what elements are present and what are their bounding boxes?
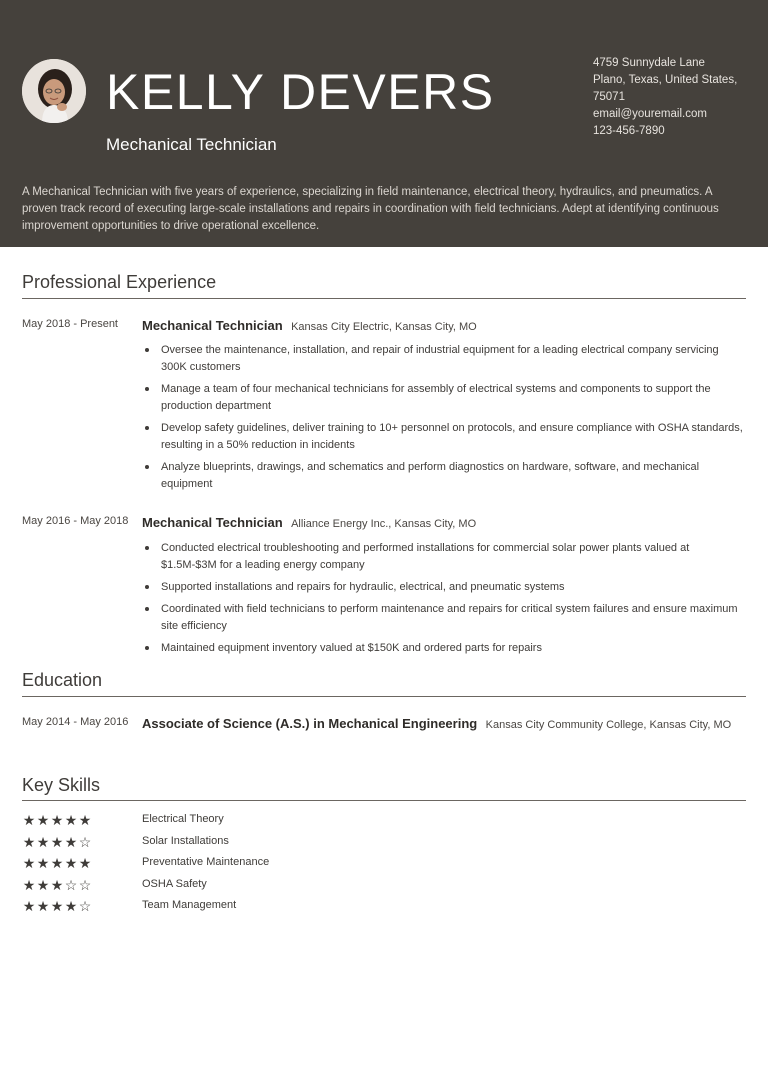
job-heading [142, 317, 477, 335]
skill-name: Preventative Maintenance [142, 856, 270, 868]
address-line: 4759 Sunnydale Lane [593, 57, 705, 69]
phone-number: 123-456-7890 [593, 125, 665, 137]
star-rating [22, 898, 92, 914]
star-filled-icon: ★ [36, 834, 50, 850]
list-item: Oversee the maintenance, installation, and repair of industrial equipment for a leading electrical company servicing 300K customers [161, 342, 746, 376]
list-item: Coordinated with field technicians to perform maintenance and repairs for critical system failures and ensure maximum site efficiency [161, 601, 746, 635]
profile-photo [22, 59, 86, 123]
job-heading [142, 514, 476, 532]
job-role: Mechanical Technician [142, 318, 283, 333]
star-rating [22, 812, 92, 828]
list-item: Supported installations and repairs for hydraulic, electrical, and pneumatic systems [161, 579, 746, 596]
education-dates: May 2014 - May 2016 [22, 716, 129, 728]
school-name: Kansas City Community College, Kansas City, MO [485, 719, 732, 731]
job-role: Mechanical Technician [142, 515, 283, 530]
education-heading [142, 715, 731, 733]
star-filled-icon: ★ [22, 834, 36, 850]
job-company: Alliance Energy Inc., Kansas City, MO [291, 518, 477, 530]
star-filled-icon: ★ [22, 898, 36, 914]
degree-name: Associate of Science (A.S.) in Mechanical Engineering [142, 716, 478, 731]
star-filled-icon: ★ [36, 898, 50, 914]
job-company: Kansas City Electric, Kansas City, MO [291, 321, 477, 333]
section-divider [22, 800, 746, 801]
skill-row [22, 834, 422, 852]
list-item: Develop safety guidelines, deliver training to 10+ personnel on protocols, and ensure compliance with OSHA standards, resulting in a 50% reduction in incidents [161, 420, 746, 454]
job-dates: May 2018 - Present [22, 318, 118, 330]
section-divider [22, 696, 746, 697]
candidate-title: Mechanical Technician [106, 135, 277, 154]
star-filled-icon: ★ [64, 812, 78, 828]
section-title-skills: Key Skills [22, 775, 101, 795]
star-filled-icon: ★ [36, 877, 50, 893]
contact-block [593, 55, 763, 140]
star-filled-icon: ★ [64, 855, 78, 871]
star-filled-icon: ★ [36, 855, 50, 871]
star-filled-icon: ★ [50, 877, 64, 893]
section-divider [22, 298, 746, 299]
star-filled-icon: ★ [50, 898, 64, 914]
star-empty-icon: ☆ [64, 877, 78, 893]
skill-row [22, 855, 422, 873]
skill-row [22, 898, 422, 916]
star-filled-icon: ★ [22, 877, 36, 893]
job-bullets [161, 540, 746, 662]
skill-row [22, 877, 422, 895]
skill-name: OSHA Safety [142, 878, 207, 890]
star-filled-icon: ★ [22, 855, 36, 871]
star-rating [22, 877, 92, 893]
section-title-experience: Professional Experience [22, 272, 217, 292]
skill-row [22, 812, 422, 830]
star-filled-icon: ★ [22, 812, 36, 828]
resume-header [0, 0, 768, 247]
address-line: 75071 [593, 91, 625, 103]
star-rating [22, 834, 92, 850]
star-filled-icon: ★ [50, 855, 64, 871]
address-line: Plano, Texas, United States, [593, 74, 738, 86]
list-item: Conducted electrical troubleshooting and performed installations for commercial solar power plants valued at $1.5M-$3M for a leading energy company [161, 540, 746, 574]
star-filled-icon: ★ [50, 834, 64, 850]
star-filled-icon: ★ [64, 898, 78, 914]
list-item: Analyze blueprints, drawings, and schematics and perform diagnostics on hardware, software, and mechanical equipment [161, 459, 746, 493]
candidate-name: KELLY DEVERS [106, 64, 495, 120]
section-title-education: Education [22, 670, 103, 690]
star-rating [22, 855, 92, 871]
star-filled-icon: ★ [50, 812, 64, 828]
job-bullets [161, 342, 746, 498]
skill-name: Electrical Theory [142, 813, 224, 825]
star-empty-icon: ☆ [78, 898, 92, 914]
star-empty-icon: ☆ [78, 877, 92, 893]
list-item: Maintained equipment inventory valued at $150K and ordered parts for repairs [161, 640, 746, 657]
skill-name: Solar Installations [142, 835, 229, 847]
skill-name: Team Management [142, 899, 237, 911]
star-filled-icon: ★ [64, 834, 78, 850]
star-empty-icon: ☆ [78, 834, 92, 850]
email-link[interactable]: email@youremail.com [593, 108, 707, 120]
star-filled-icon: ★ [78, 855, 92, 871]
avatar-illustration [22, 59, 86, 123]
job-dates: May 2016 - May 2018 [22, 515, 129, 527]
star-filled-icon: ★ [78, 812, 92, 828]
star-filled-icon: ★ [36, 812, 50, 828]
professional-summary: A Mechanical Technician with five years of experience, specializing in field maintenance, electrical theory, hydraulics, and pneumatics. A proven track record of executing large-scale installations and repairs in coordination with field technicians. Adept at identifying continuous improvement opportunities to drive operational excellence. [22, 186, 719, 232]
list-item: Manage a team of four mechanical technicians for assembly of electrical systems and components to support the production department [161, 381, 746, 415]
